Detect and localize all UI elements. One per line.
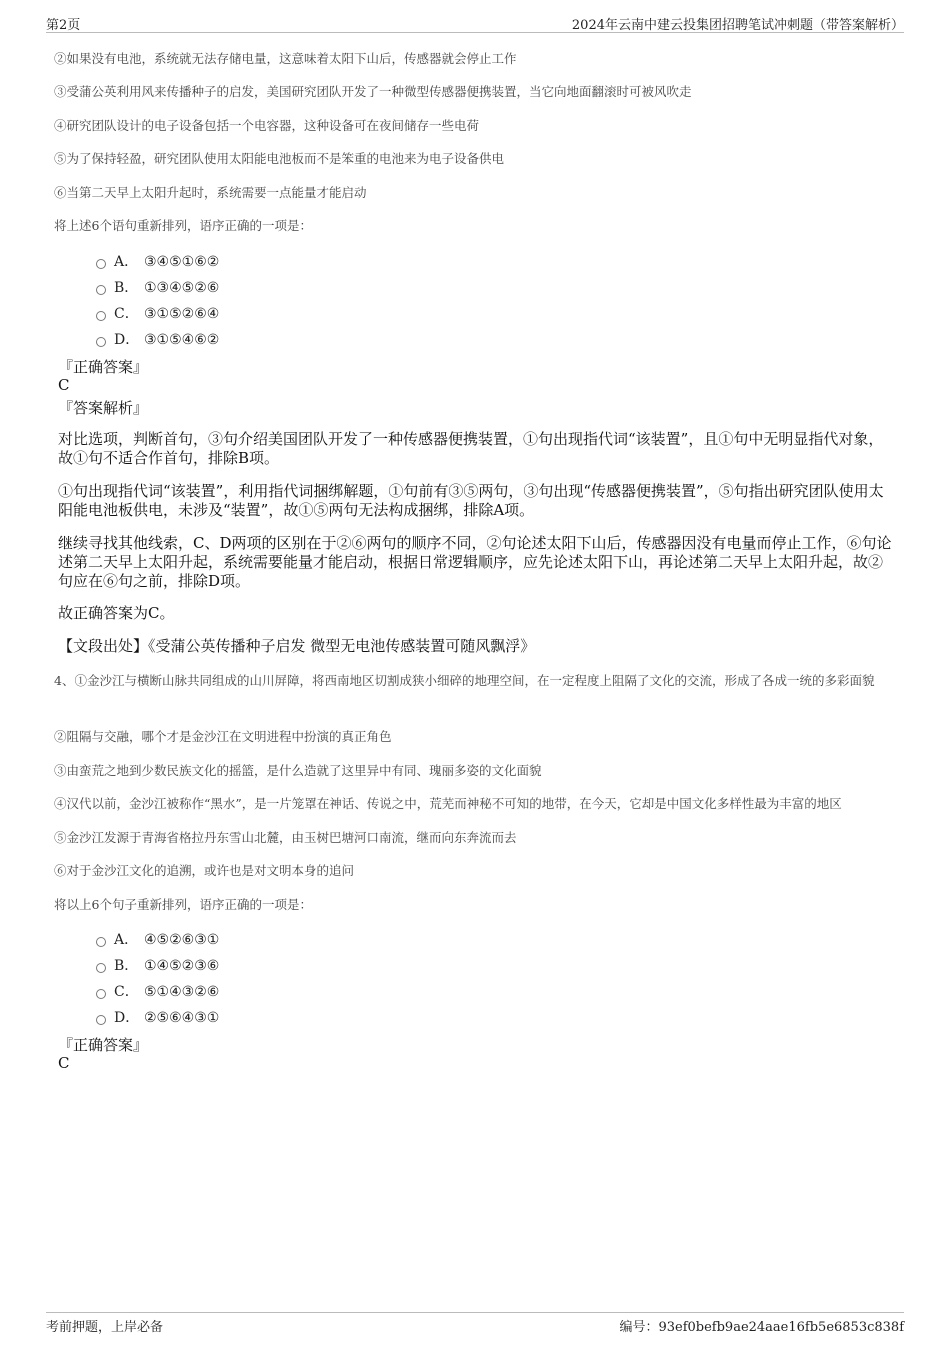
option-letter: C．: [114, 306, 139, 322]
q4-answer: C: [58, 1054, 70, 1072]
q3-option-b[interactable]: [96, 277, 219, 297]
radio-icon[interactable]: [96, 1015, 106, 1025]
option-text: ④⑤②⑥③①: [144, 932, 220, 948]
radio-icon[interactable]: [96, 989, 106, 999]
q3-option-a[interactable]: [96, 251, 219, 271]
option-letter: D．: [114, 1010, 140, 1026]
radio-icon[interactable]: [96, 937, 106, 947]
page-footer: [46, 1312, 904, 1335]
radio-icon[interactable]: [96, 259, 106, 269]
option-letter: B．: [114, 280, 139, 296]
option-letter: A．: [114, 932, 139, 948]
q4-sentence-5: ⑤金沙江发源于青海省格拉丹东雪山北麓，由玉树巴塘河口南流，继而向东奔流而去: [54, 830, 517, 845]
option-letter: B．: [114, 958, 139, 974]
q3-analysis-label: 『答案解析』: [58, 399, 149, 417]
q3-sentence-3: ③受蒲公英利用风来传播种子的启发，美国研究团队开发了一种微型传感器便携装置，当它向地面翻滚时可被风吹走: [54, 84, 692, 99]
q3-analysis-paragraph: ①句出现指代词“该装置”，利用指代词捆绑解题，①句前有③⑤两句，③句出现“传感器便携装置”，⑤句指出研究团队使用太阳能电池板供电，未涉及“装置”，故①⑤两句无法构成捆绑，排除A项。: [58, 482, 884, 519]
q3-sentence-2: ②如果没有电池，系统就无法存储电量，这意味着太阳下山后，传感器就会停止工作: [54, 51, 517, 66]
q3-sentence-4: ④研究团队设计的电子设备包括一个电容器，这种设备可在夜间储存一些电荷: [54, 118, 480, 133]
q4-option-c[interactable]: [96, 981, 219, 1001]
q3-analysis-paragraph: 故正确答案为C。: [58, 604, 175, 622]
document-title: 2024年云南中建云投集团招聘笔试冲刺题（带答案解析）: [571, 18, 904, 33]
q4-option-b[interactable]: [96, 955, 219, 975]
q4-answer-label: 『正确答案』: [58, 1036, 149, 1054]
q3-answer-label: 『正确答案』: [58, 358, 149, 376]
option-letter: D．: [114, 332, 140, 348]
option-letter: C．: [114, 984, 139, 1000]
q3-option-c[interactable]: [96, 303, 219, 323]
option-text: ⑤①④③②⑥: [144, 984, 220, 1000]
q4-sentence-1: 4、①金沙江与横断山脉共同组成的山川屏障，将西南地区切割成狭小细碎的地理空间，在一定程度上阻隔了文化的交流，形成了各成一统的多彩面貌: [54, 673, 875, 688]
radio-icon[interactable]: [96, 963, 106, 973]
q4-sentence-2: ②阻隔与交融，哪个才是金沙江在文明进程中扮演的真正角色: [54, 729, 392, 744]
q3-option-d[interactable]: [96, 329, 219, 349]
radio-icon[interactable]: [96, 285, 106, 295]
q3-analysis-paragraph: 对比选项，判断首句，③句介绍美国团队开发了一种传感器便携装置，①句出现指代词“该装置”，且①句中无明显指代对象，故①句不适合作首句，排除B项。: [58, 430, 884, 467]
page-header: [46, 14, 904, 33]
q3-answer: C: [58, 376, 70, 394]
q3-sentence-5: ⑤为了保持轻盈，研究团队使用太阳能电池板而不是笨重的电池来为电子设备供电: [54, 151, 505, 166]
option-text: ③①⑤④⑥②: [144, 332, 220, 348]
q4-sentence-3: ③由蛮荒之地到少数民族文化的摇篮，是什么造就了这里异中有同、瑰丽多姿的文化面貌: [54, 763, 542, 778]
q4-option-d[interactable]: [96, 1007, 219, 1027]
option-text: ②⑤⑥④③①: [144, 1010, 220, 1026]
q4-sentence-4: ④汉代以前，金沙江被称作“黑水”，是一片笼罩在神话、传说之中，荒芜而神秘不可知的地带，在今天，它却是中国文化多样性最为丰富的地区: [54, 796, 842, 811]
option-text: ③①⑤②⑥④: [144, 306, 220, 322]
radio-icon[interactable]: [96, 311, 106, 321]
q4-prompt: 将以上6个句子重新排列，语序正确的一项是：: [54, 897, 312, 912]
q3-prompt: 将上述6个语句重新排列，语序正确的一项是：: [54, 218, 312, 233]
q3-sentence-6: ⑥当第二天早上太阳升起时，系统需要一点能量才能启动: [54, 185, 367, 200]
q4-sentence-6: ⑥对于金沙江文化的追溯，或许也是对文明本身的追问: [54, 863, 355, 878]
q3-analysis-paragraph: 继续寻找其他线索，C、D两项的区别在于②⑥两句的顺序不同，②句论述太阳下山后，传感器因没有电量而停止工作，⑥句论述第二天早上太阳升起，系统需要能量才能启动，根据日常逻辑顺序，应先论述太阳下山，再论述第二天早上太阳升起，故②句应在⑥句之前，排除D项。: [58, 534, 892, 590]
option-letter: A．: [114, 254, 139, 270]
q3-source: 【文段出处】《受蒲公英传播种子启发 微型无电池传感装置可随风飘浮》: [58, 637, 536, 655]
option-text: ③④⑤①⑥②: [144, 254, 220, 270]
option-text: ①④⑤②③⑥: [144, 958, 220, 974]
q4-option-a[interactable]: [96, 929, 219, 949]
footer-slogan: 考前押题，上岸必备: [46, 1320, 164, 1335]
document-id: 编号：93ef0befb9ae24aae16fb5e6853c838f: [619, 1320, 904, 1335]
page-number: 第2页: [46, 18, 81, 33]
option-text: ①③④⑤②⑥: [144, 280, 220, 296]
radio-icon[interactable]: [96, 337, 106, 347]
